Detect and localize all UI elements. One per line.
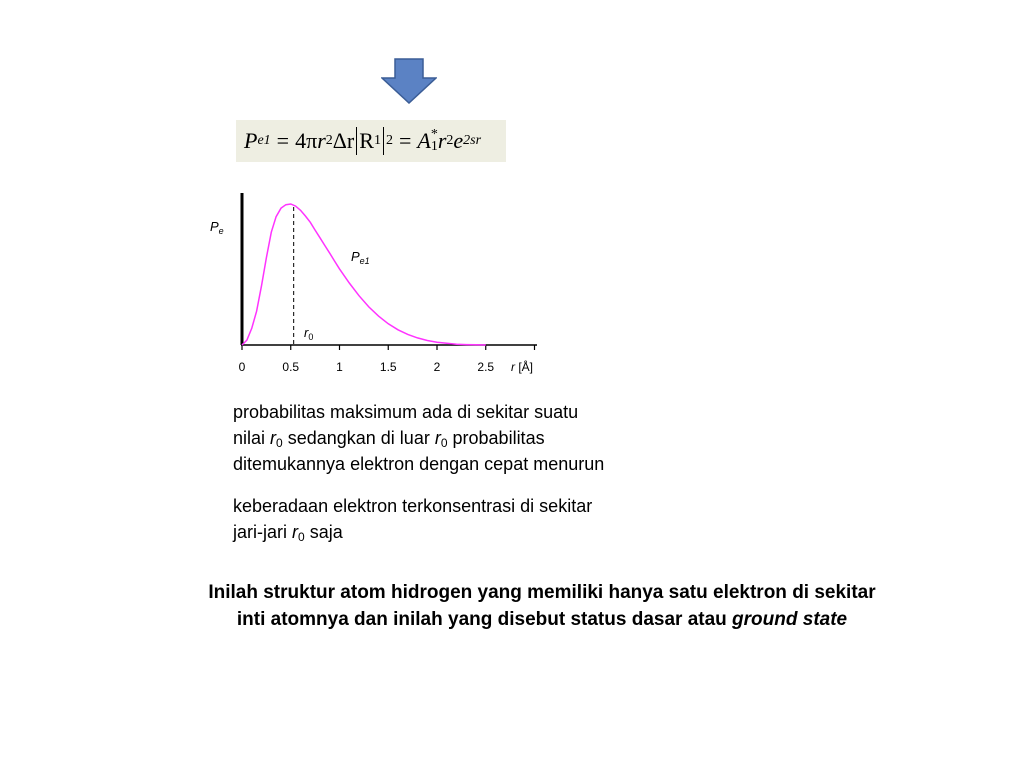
conclusion-line-1: Inilah struktur atom hidrogen yang memiliki hanya satu elektron di sekitar [208,582,876,603]
curve-pe1 [242,204,486,345]
formula-r-1: r [317,128,326,153]
p1-r-1: r [270,428,277,448]
p1-sub-2: 0 [440,436,448,450]
formula-one-sub-1: 1 [373,133,381,148]
formula-p: P [244,128,258,153]
paragraph-probability [233,399,733,477]
formula-e: e [453,128,464,153]
x-tick-label: 0 [238,360,246,374]
x-axis-label: r [Å] [511,360,534,374]
formula-A: A [417,128,431,153]
formula-e1-sub: e1 [257,133,271,148]
p2-line-b: jari-jari [233,522,293,542]
formula-delta-r: Δr [332,128,355,153]
p2-line-c: saja [304,522,343,542]
formula-eq-1: = [276,128,290,153]
curve-label: $P_{e1}$ [351,249,370,266]
formula-one-sub-2: 1 [430,139,438,154]
conclusion-text [100,579,984,633]
conclusion-line-2: inti atomnya dan inilah yang disebut status dasar atau [236,609,733,630]
x-tick-label: 2 [433,360,441,374]
y-axis-label: $P_e$ [210,219,224,236]
p1-sub-1: 0 [276,436,283,450]
abs-bar-left [356,127,357,155]
p2-r: r [292,522,299,542]
p1-line-e: ditemukannya elektron dengan cepat menurun [233,454,605,474]
formula-sq-1: 2 [325,133,333,148]
formula-r-2: r [437,128,447,153]
formula-sq-2: 2 [385,133,393,148]
r0-label: $r_0$ [304,325,314,342]
probability-chart [200,185,560,380]
p1-r-2: r [434,428,441,448]
paragraph-concentration [233,493,733,545]
p1-line-a: probabilitas maksimum ada di sekitar suatu [233,402,579,422]
p1-line-d: probabilitas [447,428,545,448]
p1-line-b: nilai [233,428,271,448]
formula-R: R [359,128,374,153]
formula-box [236,120,506,162]
ground-state-term: ground state [732,609,848,630]
x-tick-label: 0.5 [282,360,300,374]
p2-line-a: keberadaan elektron terkonsentrasi di sekitar [233,496,593,516]
x-tick-label: 1 [336,360,343,374]
formula-star: * [430,127,438,142]
p2-sub: 0 [298,530,305,544]
formula-sq-3: 2 [446,133,454,148]
abs-bar-right [383,127,384,155]
down-arrow-icon [381,58,437,104]
formula-eq-2: = [398,128,412,153]
x-tick-label: 2.5 [477,360,495,374]
p1-line-c: sedangkan di luar [282,428,435,448]
x-tick-label: 1.5 [379,360,397,374]
formula-exp: 2sr [463,133,482,148]
formula-four-pi: 4π [295,128,318,153]
